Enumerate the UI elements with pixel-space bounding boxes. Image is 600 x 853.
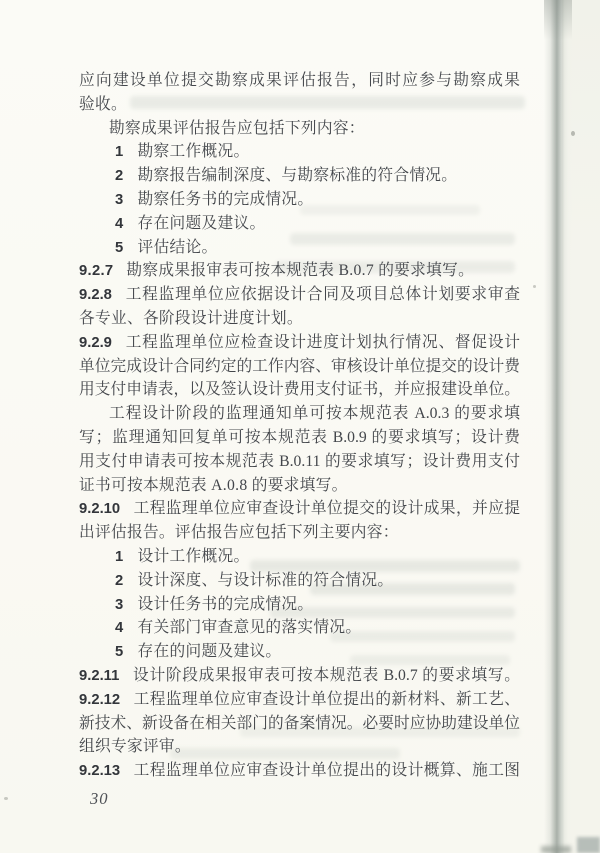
text-line (79, 331, 520, 355)
clause-number: 9.2.11 (79, 667, 120, 684)
text-line (79, 426, 520, 450)
scan-edge-smudge (541, 846, 571, 853)
line-text: 出评估报告。评估报告应包括下列主要内容： (79, 524, 399, 542)
line-text: 组织专家评审。 (79, 738, 191, 756)
line-text: 勘察成果评估报告应包括下列内容： (109, 119, 365, 137)
line-text: 评估结论。 (137, 238, 218, 256)
text-line (79, 759, 520, 783)
line-text: 设计阶段成果报审表可按本规范表 B.0.7 的要求填写。 (132, 666, 520, 684)
page-number: 30 (90, 789, 109, 808)
line-text: 设计工作概况。 (137, 547, 250, 565)
text-line (79, 93, 520, 117)
line-text: 新技术、新设备在相关部门的备案情况。必要时应协助建设单位 (79, 714, 520, 732)
text-line (79, 259, 520, 283)
text-line (79, 593, 520, 617)
line-text: 应向建设单位提交勘察成果评估报告，同时应参与勘察成果 (79, 72, 520, 89)
list-item-number: 3 (115, 596, 124, 613)
list-item-number: 3 (115, 191, 124, 208)
line-text: 勘察任务书的完成情况。 (137, 190, 314, 208)
line-text: 勘察工作概况。 (137, 143, 250, 161)
list-item-number: 4 (115, 620, 124, 637)
text-line (79, 688, 520, 712)
line-text: 工程设计阶段的监理通知单可按本规范表 A.0.3 的要求填 (109, 405, 520, 423)
line-text: 写；监理通知回复单可按本规范表 B.0.9 的要求填写；设计费 (79, 428, 520, 446)
page-spine-shadow (544, 0, 572, 853)
line-text: 各专业、各阶段设计进度计划。 (79, 309, 303, 327)
text-line (79, 164, 520, 188)
list-item-number: 1 (115, 548, 124, 565)
text-line (79, 236, 520, 260)
text-line (79, 450, 520, 474)
text-line (79, 69, 520, 93)
clause-number: 9.2.12 (79, 691, 121, 708)
clause-number: 9.2.13 (79, 763, 121, 780)
line-text: 工程监理单位应审查设计单位提出的设计概算、施工图 (133, 762, 520, 780)
text-line (79, 616, 520, 640)
line-text: 证书可按本规范表 A.0.8 的要求填写。 (79, 476, 348, 494)
text-line (79, 283, 520, 307)
line-text: 设计深度、与设计标准的符合情况。 (137, 571, 394, 589)
text-line (79, 735, 520, 759)
text-line (79, 497, 520, 521)
list-item-number: 4 (115, 215, 124, 232)
line-text: 存在问题及建议。 (137, 214, 266, 232)
line-text: 验收。 (79, 95, 127, 113)
line-text: 存在的问题及建议。 (137, 643, 282, 661)
text-line (79, 188, 520, 212)
dust-speck (533, 285, 536, 288)
list-item-number: 2 (115, 572, 124, 589)
line-text: 工程监理单位应依据设计合同及项目总体计划要求审查 (124, 286, 520, 304)
list-item-number: 1 (115, 144, 124, 161)
line-text: 勘察成果报审表可按本规范表 B.0.7 的要求填写。 (126, 262, 475, 280)
text-line (79, 378, 520, 402)
text-line (79, 569, 520, 593)
text-line (79, 545, 520, 569)
text-line (79, 664, 520, 688)
clause-number: 9.2.9 (79, 334, 112, 351)
text-line (79, 117, 520, 141)
line-text: 单位完成设计合同约定的工作内容、审核设计单位提交的设计费 (79, 357, 520, 375)
dust-speck (4, 797, 8, 800)
clause-number: 9.2.8 (79, 287, 112, 304)
line-text: 工程监理单位应审查设计单位提交的设计成果，并应提 (133, 500, 520, 518)
text-line (79, 402, 520, 426)
clause-number: 9.2.7 (79, 263, 114, 280)
line-text: 勘察报告编制深度、与勘察标准的符合情况。 (137, 167, 458, 185)
document-text-column (79, 69, 520, 783)
text-line (79, 307, 520, 331)
text-line (79, 355, 520, 379)
line-text: 设计任务书的完成情况。 (137, 595, 314, 613)
clause-number: 9.2.10 (79, 501, 121, 518)
page-spine-shadow-top (544, 0, 572, 40)
text-line (79, 521, 520, 545)
list-item-number: 2 (115, 168, 124, 185)
text-line (79, 212, 520, 236)
line-text: 工程监理单位应审查设计单位提出的新材料、新工艺、 (133, 690, 520, 708)
line-text: 用支付申请表，以及签认设计费用支付证书，并应报建设单位。 (79, 381, 520, 399)
text-line (79, 640, 520, 664)
list-item-number: 5 (115, 644, 124, 661)
line-text: 用支付申请表可按本规范表 B.0.11 的要求填写；设计费用支付 (79, 452, 520, 470)
text-line (79, 140, 520, 164)
line-text: 有关部门审查意见的落实情况。 (137, 619, 362, 637)
text-line (79, 474, 520, 498)
list-item-number: 5 (115, 239, 124, 256)
scan-corner-smudge (577, 837, 600, 853)
line-text: 工程监理单位应检查设计进度计划执行情况、督促设计 (124, 333, 520, 351)
text-line (79, 712, 520, 736)
